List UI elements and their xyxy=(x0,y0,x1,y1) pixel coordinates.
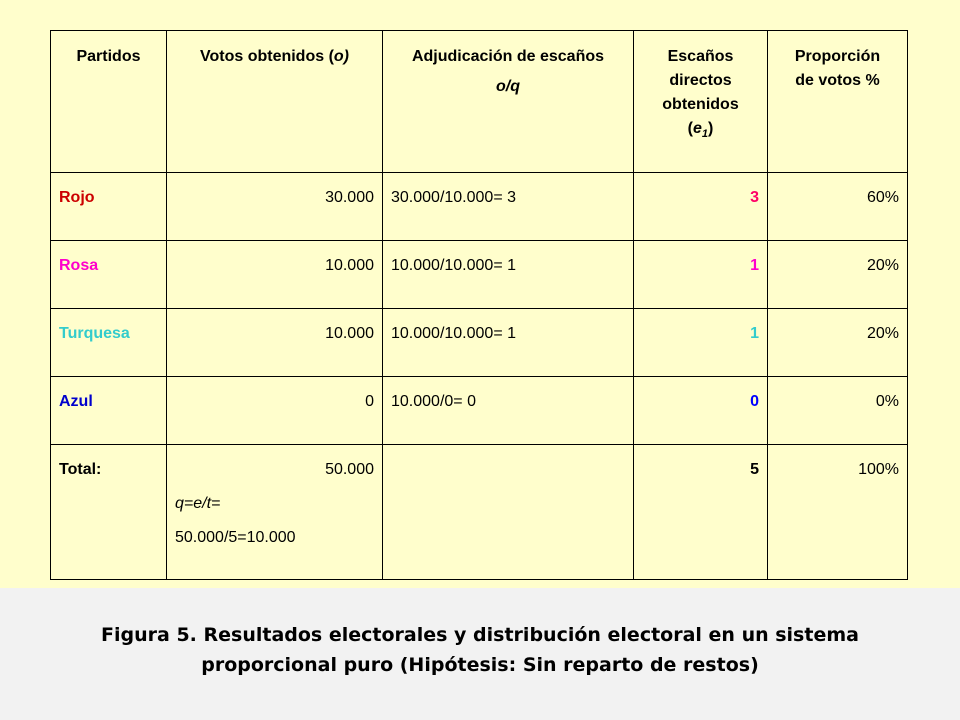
total-proportion: 100% xyxy=(768,445,908,580)
total-votes: 50.000 xyxy=(325,461,374,478)
votes-cell: 0 xyxy=(167,377,383,445)
votes-cell: 10.000 xyxy=(167,309,383,377)
table-row xyxy=(51,309,908,377)
header-allocation: Adjudicación de escaños o/q xyxy=(383,31,634,173)
party-name: Rosa xyxy=(51,241,167,309)
header-proportion: Proporción de votos % xyxy=(768,31,908,173)
party-name: Azul xyxy=(51,377,167,445)
table-row xyxy=(51,173,908,241)
table-row xyxy=(51,241,908,309)
table-row xyxy=(51,377,908,445)
proportion-cell: 20% xyxy=(768,241,908,309)
party-name: Turquesa xyxy=(51,309,167,377)
header-votes: Votos obtenidos (o) xyxy=(167,31,383,173)
header-seats: Escaños directos obtenidos $(e_1)$ xyxy=(634,31,768,173)
party-name: Rojo xyxy=(51,173,167,241)
total-label: Total: xyxy=(51,445,167,580)
quota-result: 50.000/5=10.000 xyxy=(175,529,296,546)
total-allocation-cell xyxy=(383,445,634,580)
proportion-cell: 0% xyxy=(768,377,908,445)
table-header-row xyxy=(51,31,908,173)
caption-line-1: Figura 5. Resultados electorales y distribución electoral en un sistema xyxy=(101,624,859,646)
proportion-cell: 60% xyxy=(768,173,908,241)
allocation-cell: 10.000/0= 0 xyxy=(383,377,634,445)
votes-cell: 10.000 xyxy=(167,241,383,309)
votes-cell: 30.000 xyxy=(167,173,383,241)
allocation-cell: 10.000/10.000= 1 xyxy=(383,241,634,309)
figure-caption xyxy=(0,620,960,680)
caption-line-2: proporcional puro (Hipótesis: Sin reparto de restos) xyxy=(201,654,759,676)
total-seats: 5 xyxy=(634,445,768,580)
header-party: Partidos xyxy=(51,31,167,173)
quota-formula: q=e/t= xyxy=(175,495,221,512)
allocation-cell: 10.000/10.000= 1 xyxy=(383,309,634,377)
allocation-cell: 30.000/10.000= 3 xyxy=(383,173,634,241)
total-row xyxy=(51,445,908,580)
seats-cell: 0 xyxy=(634,377,768,445)
results-table xyxy=(50,30,908,580)
seats-cell: 1 xyxy=(634,309,768,377)
total-votes-cell xyxy=(167,445,383,580)
seats-cell: 1 xyxy=(634,241,768,309)
seats-cell: 3 xyxy=(634,173,768,241)
proportion-cell: 20% xyxy=(768,309,908,377)
